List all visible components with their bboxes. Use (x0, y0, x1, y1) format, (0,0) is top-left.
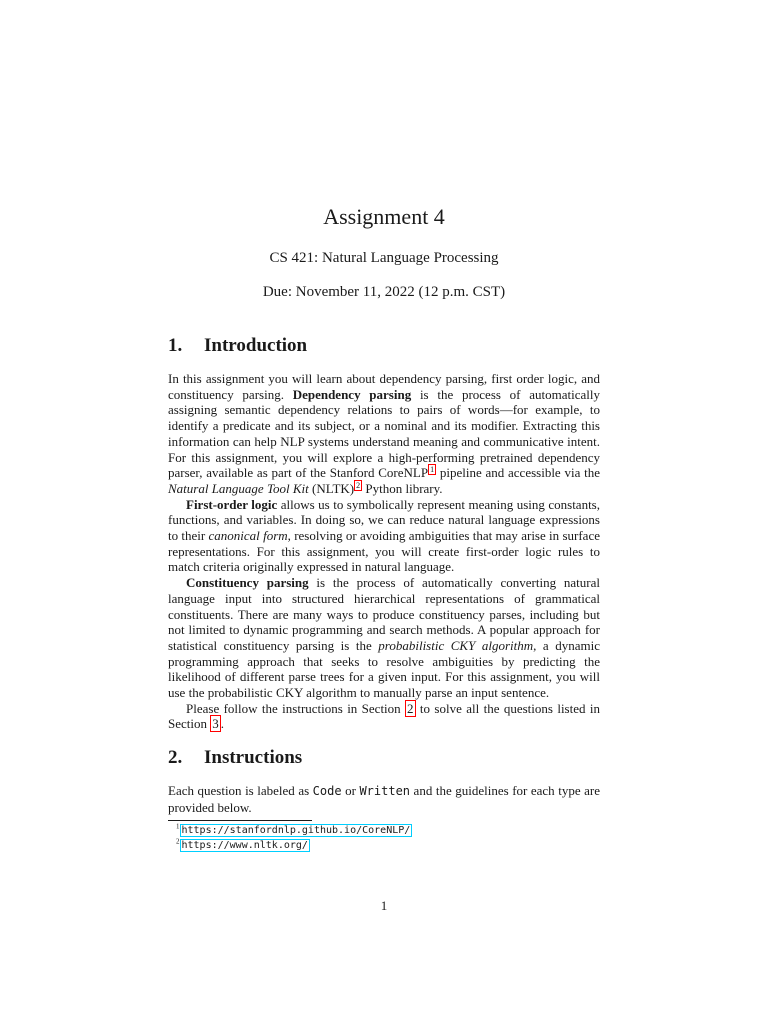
section-number: 2. (168, 747, 183, 768)
footnotes (176, 823, 412, 853)
introduction-body (168, 371, 600, 732)
paragraph-question-types: Each question is labeled as Code or Written and the guidelines for each type are provided below. (168, 783, 600, 815)
course-name: CS 421: Natural Language Processing (269, 250, 499, 266)
paragraph-constituency-parsing: Constituency parsing is the process of automatically converting natural language input into structured hierarchical representations of grammatical constituents. There are many ways to produce constituency parses, including but not limited to dynamic programming and search methods. A popular approach for statistical constituency parsing is the probabilistic CKY algorithm, a dynamic programming approach that seeks to resolve ambiguities by predicting the likelihood of different parse trees for a given input. For this assignment, you will use the probabilistic CKY algorithm to manually parse an input sentence. (168, 575, 600, 701)
section-number: 1. (168, 335, 183, 356)
label-written: Written (359, 784, 411, 798)
term-probabilistic-cky: probabilistic CKY algorithm (378, 637, 534, 653)
section-title: Instructions (204, 747, 303, 768)
section-ref-3-link[interactable]: 3 (212, 716, 219, 732)
section-ref-2-link[interactable]: 2 (407, 700, 414, 716)
section-title: Introduction (204, 335, 308, 356)
due-date: Due: November 11, 2022 (12 p.m. CST) (262, 284, 506, 300)
footnote-rule (168, 820, 312, 821)
term-dependency-parsing: Dependency parsing (292, 386, 412, 402)
footnote-ref-2[interactable]: 2 (356, 480, 361, 490)
footnote-link-corenlp[interactable]: https://stanfordnlp.github.io/CoreNLP/ (181, 825, 411, 836)
section-heading-introduction (168, 335, 307, 357)
paragraph-dependency-parsing: In this assignment you will learn about dependency parsing, first order logic, and constituency parsing. Dependency parsing is the process of automatically assigning semantic dependency relations to pairs of words—for example, to identify a predicate and its subject, or a nominal and its modifier. Extracting this information can help NLP systems understand meaning and communicative intent. For this assignment, you will explore a high-performing pretrained dependency parser, available as part of the Stanford CoreNLP $^1$ pipeline and accessible via the Natural Language Tool Kit (NLTK) $^2$ Python library. (168, 371, 600, 496)
page-title: Assignment 4 (323, 204, 445, 229)
paragraph-first-order-logic: First-order logic allows us to symbolically represent meaning using constants, functions, and variables. In doing so, we can reduce natural language expressions to their canonical form, resolving or avoiding ambiguities that may arise in surface representations. For this assignment, you will create first-order logic rules to match criteria originally expressed in natural language. (168, 496, 600, 575)
term-first-order-logic: First-order logic (186, 496, 278, 512)
page-number: 1 (380, 898, 388, 913)
footnote-2: $^2$ https://www.nltk.org/ (176, 837, 308, 851)
term-canonical-form: canonical form (208, 528, 288, 544)
footnote-link-nltk[interactable]: https://www.nltk.org/ (181, 840, 308, 851)
section-heading-instructions (168, 747, 302, 769)
footnote-1: $^1$ https://stanfordnlp.github.io/CoreNLP/ (176, 822, 411, 836)
label-code: Code (312, 784, 342, 798)
instructions-body (168, 783, 600, 815)
term-nltk: Natural Language Tool Kit (168, 480, 309, 496)
footnote-ref-1[interactable]: 1 (430, 464, 435, 474)
term-constituency-parsing: Constituency parsing (186, 575, 309, 591)
paragraph-instructions-pointer: Please follow the instructions in Section 2 to solve all the questions listed in Section 3 . (168, 700, 600, 732)
